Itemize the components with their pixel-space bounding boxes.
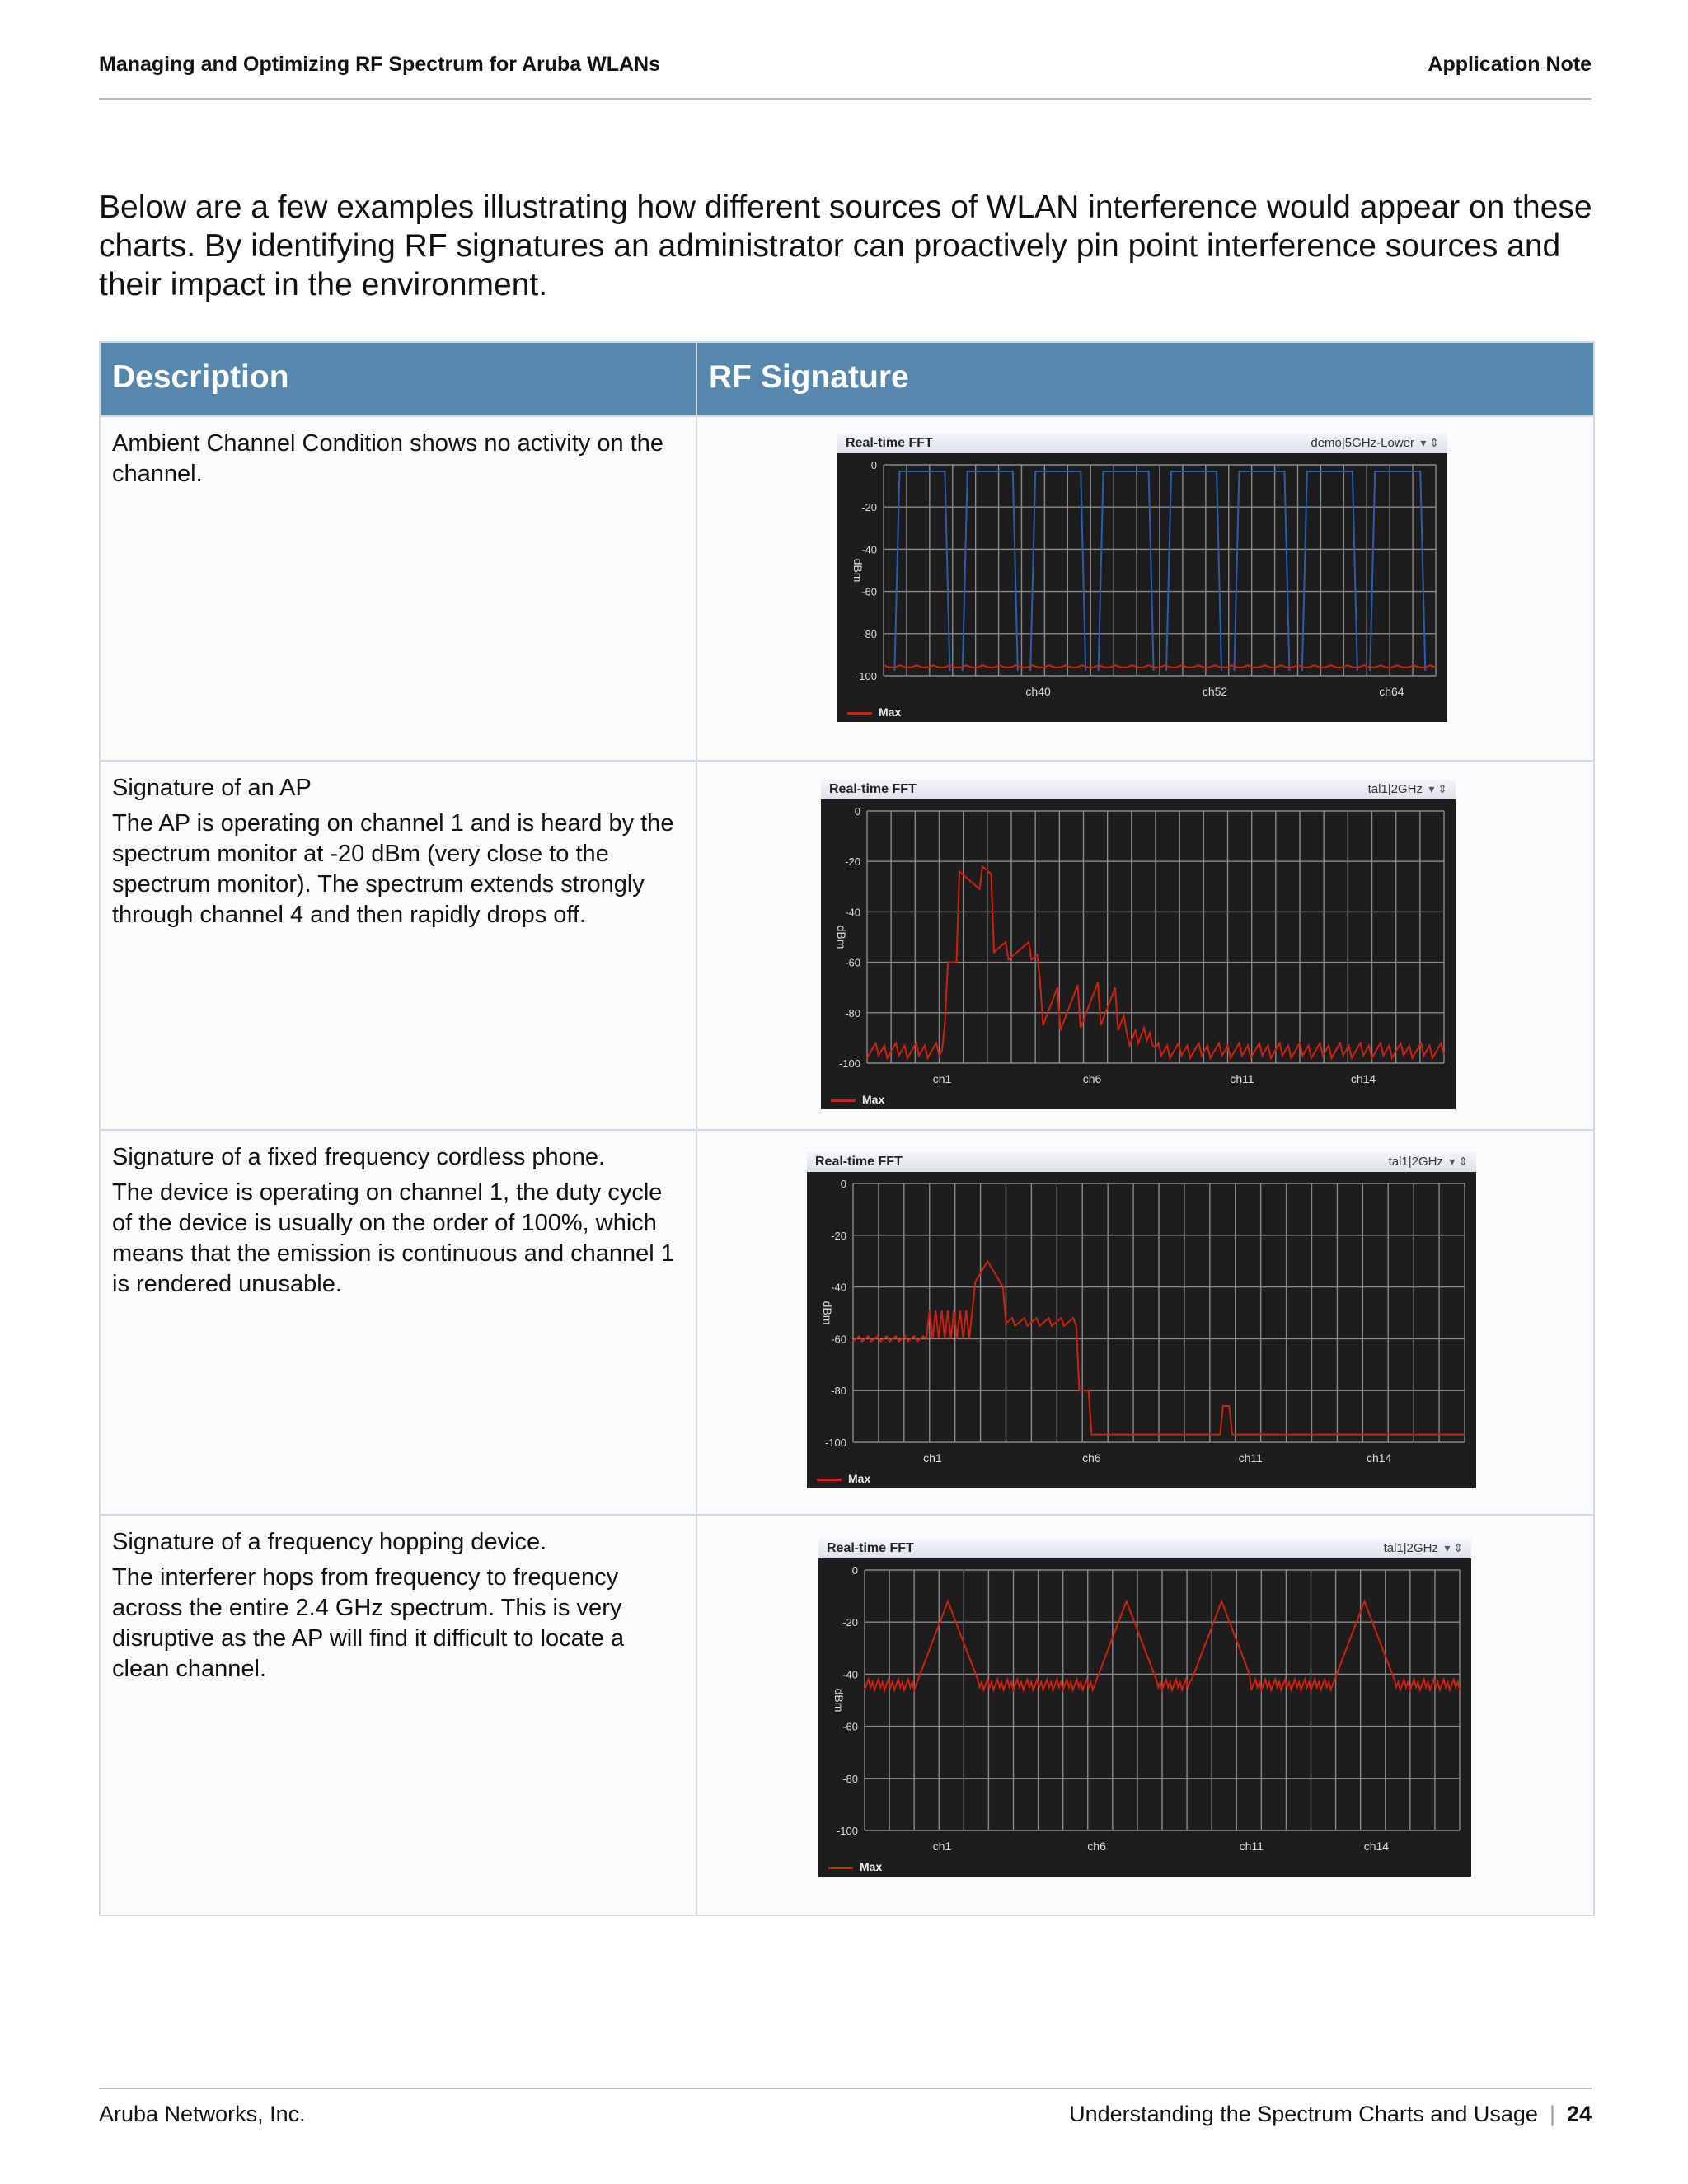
y-tick-label: -100 [824, 1436, 846, 1449]
y-tick-label: -60 [845, 956, 860, 969]
table-row [101, 760, 1593, 1129]
table-row [101, 1514, 1593, 1915]
row-body: The device is operating on channel 1, the duty cycle of the device is usually on the order of 100%, which means that the emission is continuous and channel 1 is rendered unusable. [112, 1179, 674, 1297]
y-tick-label: -40 [831, 1281, 846, 1294]
x-tick-label: ch11 [1239, 1840, 1264, 1853]
fft-plot [807, 1172, 1476, 1488]
x-tick-label: ch1 [932, 1840, 952, 1853]
footer-section [1069, 2102, 1592, 2127]
y-tick-label: -80 [861, 627, 877, 640]
y-tick-label: -100 [836, 1825, 858, 1837]
row-body: The interferer hops from frequency to frequency across the entire 2.4 GHz spectrum. This is very disruptive as the AP will find it difficult to locate a clean channel. [112, 1564, 625, 1682]
chevron-down-icon[interactable]: ▾ ⇕ [1420, 436, 1439, 449]
fft-titlebar [818, 1539, 1471, 1558]
header-rule [99, 98, 1592, 100]
description-cell [101, 1131, 697, 1514]
x-tick-label: ch52 [1202, 685, 1228, 698]
fft-title: Real-time FFT [815, 1155, 903, 1169]
fft-titlebar [821, 780, 1456, 799]
chevron-down-icon[interactable]: ▾ ⇕ [1444, 1541, 1463, 1554]
y-tick-label: -20 [845, 855, 860, 869]
header-title: Managing and Optimizing RF Spectrum for Aruba WLANs [99, 53, 661, 76]
fft-title: Real-time FFT [846, 436, 933, 450]
y-axis-label: dBm [832, 1688, 846, 1713]
x-tick-label: ch14 [1366, 1451, 1392, 1465]
x-tick-label: ch6 [1087, 1840, 1106, 1853]
x-tick-label: ch40 [1025, 685, 1051, 698]
y-axis-label: dBm [821, 1301, 834, 1325]
footer-rule [99, 2088, 1592, 2089]
signature-cell [697, 1131, 1593, 1514]
channel-mask [1030, 471, 1085, 671]
x-tick-label: ch14 [1363, 1840, 1390, 1853]
header-doc-type: Application Note [1428, 53, 1592, 76]
fft-title: Real-time FFT [829, 782, 917, 796]
legend-swatch [828, 1867, 853, 1869]
y-tick-label: -20 [842, 1616, 858, 1629]
fft-plot [837, 453, 1447, 722]
y-tick-label: 0 [840, 1178, 846, 1190]
row-body: The AP is operating on channel 1 and is heard by the spectrum monitor at -20 dBm (very close to the spectrum monitor). The spectrum extends strongly through channel 4 and then rapidly drops off. [112, 810, 674, 928]
signature-table [99, 341, 1595, 1916]
legend-swatch [831, 1099, 856, 1102]
channel-mask [1166, 471, 1221, 671]
fft-plot [818, 1558, 1471, 1877]
chart-legend [831, 1093, 884, 1106]
legend-label: Max [848, 1472, 871, 1485]
channel-mask [894, 471, 950, 671]
col-description-header: Description [101, 343, 697, 415]
legend-label: Max [860, 1860, 883, 1873]
table-header [101, 343, 1593, 415]
footer-company: Aruba Networks, Inc. [99, 2102, 306, 2126]
x-tick-label: ch6 [1082, 1072, 1102, 1085]
fft-chart-ambient [837, 434, 1447, 722]
fft-plot [821, 799, 1456, 1109]
row-lead: Signature of an AP [112, 775, 312, 801]
footer-separator: | [1549, 2102, 1555, 2126]
chevron-down-icon[interactable]: ▾ ⇕ [1449, 1155, 1468, 1168]
chart-legend [847, 705, 901, 719]
x-tick-label: ch6 [1082, 1451, 1101, 1465]
y-axis-label: dBm [851, 558, 865, 583]
legend-label: Max [862, 1093, 885, 1106]
x-tick-label: ch64 [1379, 685, 1404, 698]
description-cell [101, 762, 697, 1129]
page-number: 24 [1566, 2102, 1592, 2126]
fft-titlebar [837, 434, 1447, 453]
footer-section-title: Understanding the Spectrum Charts and Usage [1069, 2102, 1538, 2126]
fft-chart-ap [821, 780, 1456, 1109]
fft-chart-cordless [807, 1152, 1476, 1488]
band-selector[interactable]: tal1|2GHz [1388, 1155, 1443, 1169]
y-axis-label: dBm [835, 925, 848, 949]
y-tick-label: -60 [842, 1720, 858, 1733]
x-tick-label: ch14 [1350, 1072, 1376, 1085]
description-cell [101, 1516, 697, 1915]
y-tick-label: -100 [855, 670, 877, 682]
channel-mask [1099, 471, 1154, 671]
y-tick-label: -40 [845, 906, 860, 919]
row-lead: Signature of a fixed frequency cordless phone. [112, 1144, 606, 1170]
y-tick-label: 0 [870, 459, 877, 471]
y-tick-label: 0 [854, 805, 860, 818]
x-tick-label: ch1 [932, 1072, 952, 1085]
y-tick-label: 0 [851, 1564, 858, 1577]
signature-cell [697, 762, 1593, 1129]
legend-swatch [847, 712, 872, 715]
x-tick-label: ch1 [923, 1451, 942, 1465]
channel-mask [1302, 471, 1357, 671]
y-tick-label: -80 [831, 1385, 846, 1398]
fft-title: Real-time FFT [827, 1541, 914, 1555]
y-tick-label: -60 [831, 1333, 846, 1346]
band-selector[interactable]: tal1|2GHz [1383, 1541, 1438, 1555]
channel-mask [1370, 471, 1425, 671]
band-selector[interactable]: demo|5GHz-Lower [1311, 436, 1414, 450]
band-selector[interactable]: tal1|2GHz [1367, 782, 1423, 796]
chevron-down-icon[interactable]: ▾ ⇕ [1428, 782, 1447, 795]
col-signature-header: RF Signature [709, 359, 909, 395]
row-lead: Ambient Channel Condition shows no activity on the channel. [112, 430, 663, 487]
channel-mask [963, 471, 1018, 671]
chart-legend [828, 1860, 882, 1873]
fft-chart-hopping [818, 1539, 1471, 1877]
signature-cell [697, 417, 1593, 760]
description-cell [101, 417, 697, 760]
intro-paragraph: Below are a few examples illustrating how different sources of WLAN interference would appear on these charts. By identifying RF signatures an administrator can proactively pin point interference sources and their impact in the environment. [99, 190, 1592, 302]
signature-cell [697, 1516, 1593, 1915]
y-tick-label: -20 [861, 501, 877, 514]
y-tick-label: -80 [842, 1772, 858, 1785]
y-tick-label: -60 [861, 585, 877, 598]
legend-swatch [817, 1479, 842, 1481]
y-tick-label: -100 [838, 1057, 860, 1070]
y-tick-label: -20 [831, 1229, 846, 1242]
table-row [101, 415, 1593, 760]
table-row [101, 1129, 1593, 1514]
y-tick-label: -40 [861, 543, 877, 556]
x-tick-label: ch11 [1238, 1451, 1263, 1465]
row-lead: Signature of a frequency hopping device. [112, 1529, 547, 1555]
channel-mask [1234, 471, 1289, 671]
chart-legend [817, 1472, 870, 1485]
y-tick-label: -80 [845, 1006, 860, 1019]
fft-titlebar [807, 1152, 1476, 1172]
legend-label: Max [879, 705, 902, 719]
y-tick-label: -40 [842, 1668, 858, 1681]
x-tick-label: ch11 [1230, 1072, 1254, 1085]
